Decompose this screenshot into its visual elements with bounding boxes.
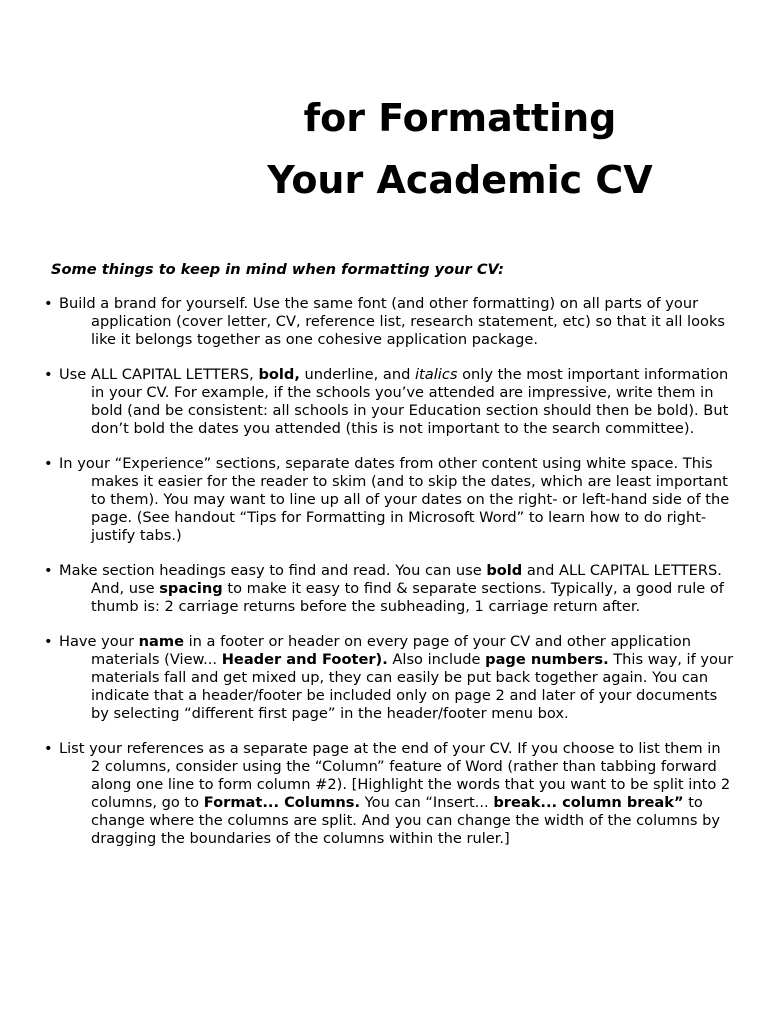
bullet-icon: • [44, 455, 53, 472]
tip-text: underline, and [299, 366, 415, 383]
bold-term: Header and Footer). [221, 651, 388, 668]
bold-term: spacing [159, 580, 223, 597]
tip-name-footer [44, 633, 734, 723]
bullet-icon: • [44, 295, 53, 312]
tip-emphasis [44, 366, 734, 438]
tip-text: In your “Experience” sections, separate dates from other content using white space. This makes it easier for the reader to skim (and to skip the dates, which are least important to them). You may want to line up all of your dates on the right- or left-hand side of the page. (See handout “Tips for Formatting in Microsoft Word” to learn how to do right-justify tabs.) [59, 455, 730, 544]
page-title-line-1: for Formatting [303, 96, 617, 140]
tip-text: This way, if your materials fall and get mixed up, they can easily be put back together again. You can indicate that a header/footer be included only on page 2 and later of your documents by selecting “different first page” in the header/footer menu box. [91, 651, 734, 722]
bold-term: page numbers. [485, 651, 609, 668]
tip-brand [44, 295, 734, 349]
intro-heading: Some things to keep in mind when formatting your CV: [51, 261, 505, 278]
bullet-icon: • [44, 562, 53, 579]
tip-text: List your references as a separate page at the end of your CV. If you choose to list them in 2 columns, consider using the “Column” feature of Word (rather than tabbing forward along one line to form column #2). [Highlight the words that you want to be split into 2 columns, go to [59, 740, 731, 811]
bullet-icon: • [44, 366, 53, 383]
tips-list [44, 295, 734, 865]
bold-term: Format... Columns. [203, 794, 361, 811]
bold-term: bold [486, 562, 523, 579]
bold-term: break... column break” [493, 794, 684, 811]
tip-text: in a footer or header on every page of your CV and other application materials (View... [91, 633, 691, 668]
italic-term: italics [415, 366, 458, 383]
tip-text: only the most important information in your CV. For example, if the schools you’ve attended are impressive, write them in bold (and be consistent: all schools in your Education section should then be bold). But don’t bold the dates you attended (this is not important to the search committee). [91, 366, 729, 437]
tip-text: to make it easy to find & separate sections. Typically, a good rule of thumb is: 2 carriage returns before the subheading, 1 carriage return after. [91, 580, 724, 615]
tip-text: Also include [387, 651, 486, 668]
tip-text: to change where the columns are split. And you can change the width of the columns by dragging the boundaries of the columns within the ruler.] [91, 794, 720, 847]
tip-text: Use ALL CAPITAL LETTERS, [59, 366, 259, 383]
bullet-icon: • [44, 633, 53, 650]
tip-text: Build a brand for yourself. Use the same font (and other formatting) on all parts of your application (cover letter, CV, reference list, research statement, etc) so that it all looks like it belongs together as one cohesive application package. [59, 295, 726, 348]
bold-term: name [138, 633, 184, 650]
bullet-icon: • [44, 740, 53, 757]
tip-references [44, 740, 734, 848]
bold-term: bold, [258, 366, 300, 383]
tip-text: and ALL CAPITAL LETTERS. And, use [91, 562, 722, 597]
tip-experience-dates [44, 455, 734, 545]
tip-text: Have your [59, 633, 139, 650]
tip-text: Make section headings easy to find and read. You can use [59, 562, 487, 579]
tip-text: You can “Insert... [360, 794, 494, 811]
page-title-line-2: Your Academic CV [267, 158, 653, 202]
tip-section-headings [44, 562, 734, 616]
